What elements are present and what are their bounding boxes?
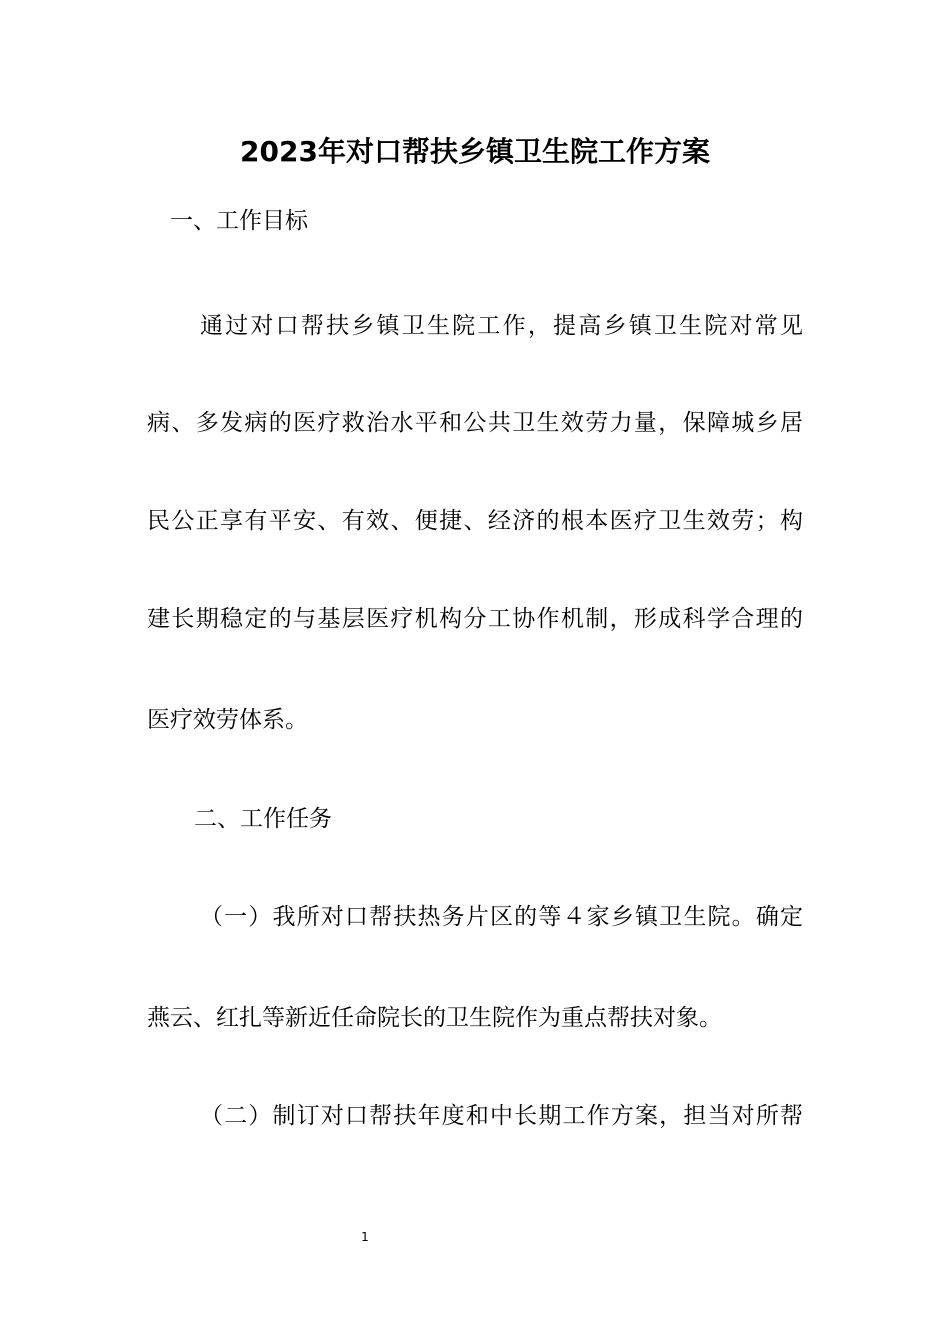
paragraph-line: （一）我所对口帮扶热务片区的等４家乡镇卫生院。确定 [200, 904, 803, 930]
paragraph-line: 医疗效劳体系。 [147, 707, 308, 733]
paragraph-line: 病、多发病的医疗救治水平和公共卫生效劳力量，保障城乡居 [147, 410, 803, 436]
paragraph-line: （二）制订对口帮扶年度和中长期工作方案，担当对所帮 [200, 1103, 803, 1129]
page-number: 1 [361, 1230, 369, 1244]
section-heading-goal: 一、工作目标 [170, 208, 308, 234]
section-heading-tasks: 二、工作任务 [194, 806, 332, 832]
paragraph-line: 民公正享有平安、有效、便捷、经济的根本医疗卫生效劳；构 [147, 508, 803, 534]
paragraph-line: 燕云、红扎等新近任命院长的卫生院作为重点帮扶对象。 [147, 1005, 722, 1031]
document-title: 2023年对口帮扶乡镇卫生院工作方案 [240, 135, 710, 168]
paragraph-line: 建长期稳定的与基层医疗机构分工协作机制，形成科学合理的 [147, 606, 803, 632]
paragraph-line: 通过对口帮扶乡镇卫生院工作，提高乡镇卫生院对常见 [200, 313, 803, 339]
